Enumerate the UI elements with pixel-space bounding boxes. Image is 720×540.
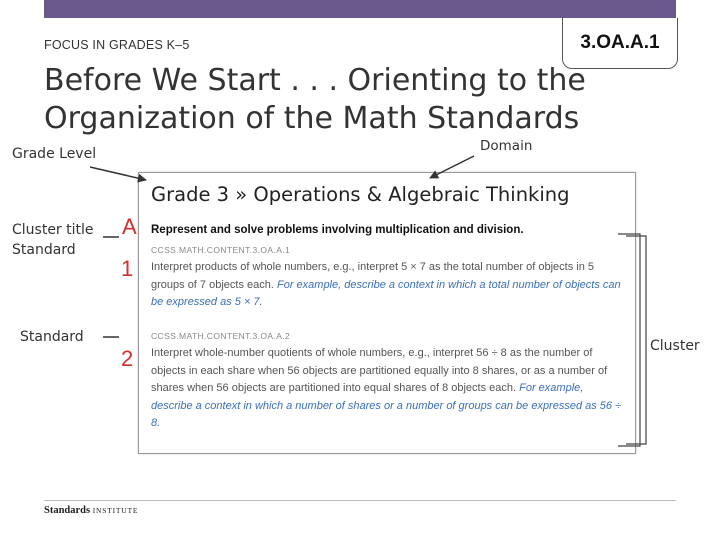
cluster-letter-marker: A — [122, 214, 137, 239]
logo-word-institute: INSTITUTE — [92, 506, 139, 515]
footer-divider — [44, 500, 676, 501]
grade-band-kicker: FOCUS IN GRADES K–5 — [44, 38, 190, 52]
standards-institute-logo — [44, 505, 138, 516]
cluster-inner-bracket — [618, 234, 640, 446]
cluster-outer-bracket — [626, 236, 646, 444]
standard-1-code: CCSS.MATH.CONTENT.3.OA.A.1 — [151, 245, 291, 255]
standard-2-code: CCSS.MATH.CONTENT.3.OA.A.2 — [151, 331, 291, 341]
logo-word-standards: Standards — [44, 505, 91, 516]
standard-label-1: Standard — [12, 242, 76, 258]
standard-2-example: For example, describe a context in which a number of shares or a number of groups can be expressed as 56 ÷ 8. — [151, 382, 622, 429]
standard-1-statement: Interpret products of whole numbers, e.g., interpret 5 × 7 as the total number of objects in 5 groups of 7 objects each. — [151, 261, 594, 291]
grade-level-label: Grade Level — [12, 146, 97, 162]
domain-label: Domain — [480, 138, 533, 154]
standard-2-statement: Interpret whole-number quotients of whole numbers, e.g., interpret 56 ÷ 8 as the number of objects in each share when 56 objects are partitioned equally into 8 shares, or as a number of shares when 56 objects are partitioned into equal shares of 8 objects each. — [151, 347, 608, 394]
standard-1-example: For example, describe a context in which a total number of objects can be expressed as 5 × 7. — [151, 278, 621, 308]
cluster-title-label: Cluster title — [12, 222, 94, 238]
cluster-heading: Represent and solve problems involving multiplication and division. — [151, 224, 524, 236]
domain-arrow — [430, 156, 474, 178]
grade-level-arrow — [90, 167, 146, 180]
cluster-label: Cluster — [650, 338, 700, 354]
slide-title-line-2: Organization of the Math Standards — [44, 101, 580, 136]
standard-1-number-marker: 1 — [121, 256, 134, 281]
standard-2-number-marker: 2 — [121, 346, 134, 371]
standard-label-2: Standard — [20, 329, 84, 345]
slide-title-line-1: Before We Start . . . Orienting to the — [44, 63, 586, 98]
grade-domain-heading: Grade 3 » Operations & Algebraic Thinking — [151, 183, 570, 206]
standard-code-badge: 3.OA.A.1 — [562, 18, 678, 69]
